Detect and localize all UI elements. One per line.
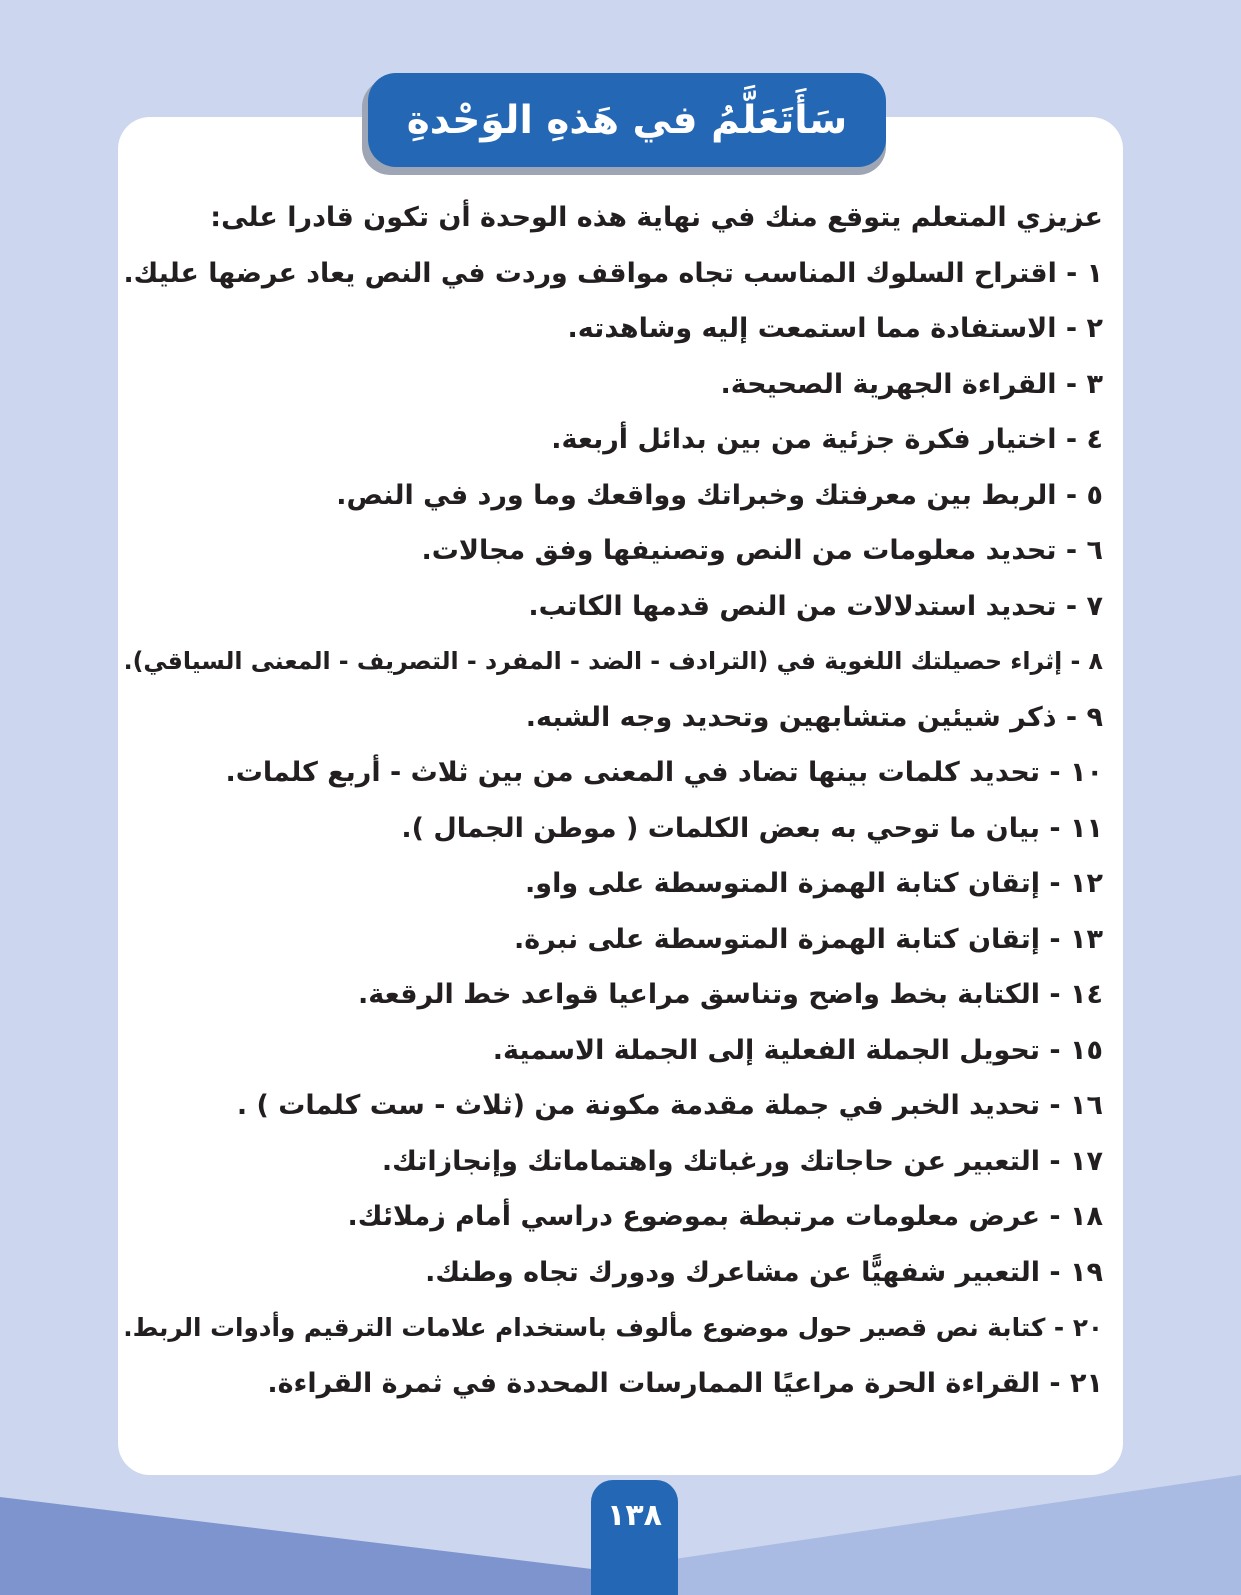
objective-item: ٢٠ - كتابة نص قصير حول موضوع مألوف باستخدام علامات الترقيم وأدوات الربط. [123, 1313, 1103, 1342]
objective-item: ١ - اقتراح السلوك المناسب تجاه مواقف وردت في النص يعاد عرضها عليك. [123, 257, 1103, 289]
objective-item: ١٨ - عرض معلومات مرتبطة بموضوع دراسي أمام زملائك. [347, 1201, 1103, 1232]
objective-item: ٣ - القراءة الجهرية الصحيحة. [720, 368, 1103, 400]
intro-text: عزيزي المتعلم يتوقع منك في نهاية هذه الوحدة أن تكون قادرا على: [210, 202, 1103, 233]
objective-item: ١٤ - الكتابة بخط واضح وتناسق مراعيا قواعد خط الرقعة. [358, 979, 1103, 1010]
title-banner [368, 73, 886, 167]
page-title: سَأَتَعَلَّمُ في هَذهِ الوَحْدةِ [406, 97, 848, 143]
objective-item: ٢ - الاستفادة مما استمعت إليه وشاهدته. [567, 313, 1103, 344]
objective-item: ١١ - بيان ما توحي به بعض الكلمات ( موطن الجمال ). [401, 812, 1103, 844]
objective-item: ٥ - الربط بين معرفتك وخبراتك وواقعك وما ورد في النص. [336, 479, 1103, 511]
objective-item: ١٣ - إتقان كتابة الهمزة المتوسطة على نبرة. [513, 923, 1103, 955]
objective-item: ١٥ - تحويل الجملة الفعلية إلى الجملة الاسمية. [492, 1034, 1103, 1066]
objective-item: ١٢ - إتقان كتابة الهمزة المتوسطة على واو. [525, 868, 1103, 899]
objective-item: ٦ - تحديد معلومات من النص وتصنيفها وفق مجالات. [421, 535, 1103, 566]
objective-item: ٩ - ذكر شيئين متشابهين وتحديد وجه الشبه. [525, 701, 1103, 733]
objective-item: ١٠ - تحديد كلمات بينها تضاد في المعنى من بين ثلاث - أربع كلمات. [225, 757, 1103, 788]
page-number-tab [591, 1480, 678, 1595]
objective-item: ٢١ - القراءة الحرة مراعيًا الممارسات المحددة في ثمرة القراءة. [267, 1367, 1103, 1399]
objectives-section [123, 190, 1103, 1411]
page-number: ١٣٨ [607, 1498, 662, 1533]
objective-item: ١٧ - التعبير عن حاجاتك ورغباتك واهتماماتك وإنجازاتك. [381, 1145, 1103, 1177]
objective-item: ١٩ - التعبير شفهيًّا عن مشاعرك ودورك تجاه وطنك. [425, 1256, 1103, 1288]
objective-item: ٨ - إثراء حصيلتك اللغوية في (الترادف - الضد - المفرد - التصريف - المعنى السياقي). [123, 647, 1103, 675]
objective-item: ١٦ - تحديد الخبر في جملة مقدمة مكونة من (ثلاث - ست كلمات ) . [236, 1090, 1103, 1121]
objective-item: ٤ - اختيار فكرة جزئية من بين بدائل أربعة. [551, 424, 1103, 455]
objective-item: ٧ - تحديد استدلالات من النص قدمها الكاتب. [528, 590, 1103, 622]
